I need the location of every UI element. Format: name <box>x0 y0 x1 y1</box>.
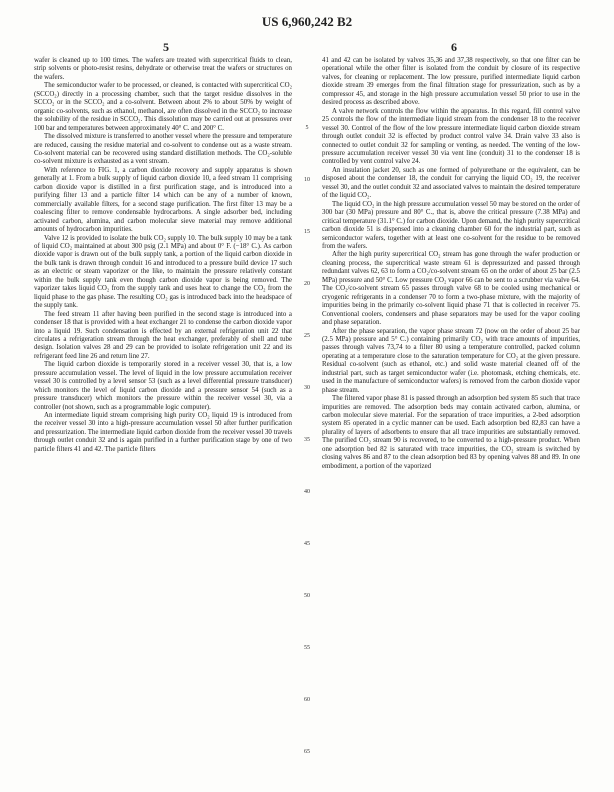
line-number: 20 <box>304 281 310 287</box>
paragraph: The dissolved mixture is transferred to another vessel where the pressure and temperature are reduced, causing the residue material and co-solvent to condense out as a waste stream. Co-solvent material can be recovered using standard distillation methods. The CO₂-soluble co-solvent mixture is exhausted as a vent stream. <box>34 133 292 166</box>
line-number: 10 <box>304 177 310 183</box>
line-number: 50 <box>304 593 310 599</box>
paragraph: The liquid CO₂ in the high pressure accumulation vessel 50 may be stored on the order of 300 bar (30 MPa) pressure and 80° C., that is, above the critical pressure (7.38 MPa) and critical temperature (31.1° C.) for carbon dioxide. Upon demand, the high purity supercritical carbon dioxide 51 is dispensed into a cleaning chamber 60 for the industrial part, such as semiconductor wafers, together with at least one co-solvent for the residue to be removed from the wafers. <box>322 200 580 250</box>
paragraph: With reference to FIG. 1, a carbon dioxide recovery and supply apparatus is shown generally at 1. From a bulk supply of liquid carbon dioxide 10, a feed stream 11 comprising carbon dioxide vapor is distilled in a first purification stage, and is introduced into a purifying filter 13 and a particle filter 14 which can be any of a number of known, commercially available filters, for a second stage purification. The first filter 13 may be a coalescing filter to remove condensable hydrocarbons. A single adsorber bed, including activated carbon, alumina, and carbon molecular sieve material may remove additional amounts of hydrocarbon impurities. <box>34 166 292 234</box>
paragraph: After the phase separation, the vapor phase stream 72 (now on the order of about 25 bar (2.5 MPa) pressure and 5° C.) containing primarily CO₂ with trace amounts of impurities, passes through valves 73,74 to a filter 80 using a temperature controlled, packed column operating at a temperature close to the saturation temperature for CO₂ at the given pressure. Residual co-solvent (such as ethanol, etc.) and solid waste material cleaned off of the industrial part, such as target semiconductor wafer (i.e. photomask, etching chemicals, etc. used in the manufacture of semiconductor wafers) is removed from the carbon dioxide vapor phase stream. <box>322 327 580 394</box>
line-number: 25 <box>304 333 310 339</box>
line-number: 55 <box>304 645 310 651</box>
line-number: 60 <box>304 697 310 703</box>
paragraph: wafer is cleaned up to 100 times. The wafers are treated with supercritical fluids to clean, strip solvents or photo-resist resins, dehydrate or otherwise treat the wafers or structures on the wafers. <box>34 57 292 81</box>
right-column-number: 6 <box>451 40 457 54</box>
paragraph: A valve network controls the flow within the apparatus. In this regard, fill control valve 25 controls the flow of the intermediate liquid stream from the condenser 18 to the receiver vessel 30. Control of the flow of the low pressure intermediate liquid carbon dioxide stream through outlet conduit 32 is effected by product control valve 34. Drain valve 33 also is connected to outlet conduit 32 for sampling or venting, as needed. The venting of the low-pressure accumulation receiver vessel 30 via vent line (conduit) 31 to the condenser 18 is controlled by vent control valve 24. <box>322 107 580 166</box>
line-number: 15 <box>304 229 310 235</box>
paragraph: An intermediate liquid stream comprising high purity CO₂ liquid 19 is introduced from the receiver vessel 30 into a high-pressure accumulation vessel 50 after further purification and pressurization. The intermediate liquid carbon dioxide from the receiver vessel 30 travels through outlet conduit 32 and is again purified in a further purification stage by one of two particle filters 41 and 42. The particle filters <box>34 412 292 453</box>
line-number: 45 <box>304 541 310 547</box>
line-number: 65 <box>304 749 310 755</box>
paragraph: The filtered vapor phase 81 is passed through an adsorption bed system 85 such that trace impurities are removed. The adsorption beds may contain activated carbon, alumina, or carbon molecular sieve material. For the separation of trace impurities, a 2-bed adsorption system 85 operated in a cyclic manner can be used. Each adsorption bed 82,83 can have a plurality of layers of adsorbents to ensure that all trace impurities are substantially removed. The purified CO₂ stream 90 is recovered, to be converted to a high-pressure product. When one adsorption bed 82 is saturated with trace impurities, the CO₂ stream is switched by closing valves 86 and 87 to the clean adsorption bed 83 by opening valves 88 and 89. In one embodiment, a portion of the vaporized <box>322 395 580 470</box>
paragraph: Valve 12 is provided to isolate the bulk CO₂ supply 10. The bulk supply 10 may be a tank of liquid CO₂ maintained at about 300 psig (2.1 MPa) and about 0° F. (−18° C.). As carbon dioxide vapor is drawn out of the bulk supply tank, a portion of the liquid carbon dioxide in the bulk tank is drawn through conduit 16 and introduced to a pressure build device 17 such as an electric or steam vaporizer or the like, to maintain the pressure relatively constant within the bulk supply tank even though carbon dioxide vapor is being removed. The vaporizer takes liquid CO₂ from the supply tank and uses heat to change the CO₂ from the liquid phase to the gas phase. The resulting CO₂ gas is introduced back into the headspace of the supply tank. <box>34 234 292 310</box>
line-number: 5 <box>305 125 309 131</box>
paragraph: The liquid carbon dioxide is temporarily stored in a receiver vessel 30, that is, a low pressure accumulation vessel. The level of liquid in the low pressure accumulation receiver vessel 30 is controlled by a level sensor 53 (such as a level differential pressure transducer) which monitors the level of liquid carbon dioxide and a pressure sensor 54 (such as a pressure transducer) which monitors the pressure within the receiver vessel 30, via a controller (not shown, such as a programmable logic computer). <box>34 361 292 411</box>
paragraph: The feed stream 11 after having been purified in the second stage is introduced into a condenser 18 that is provided with a heat exchanger 21 to condense the carbon dioxide vapor into a liquid 19. Such condensation is effected by an external refrigeration unit 22 that circulates a refrigeration stream through the heat exchanger, preferably of shell and tube design. Isolation valves 28 and 29 can be provided to isolate refrigeration unit 22 and its refrigerant feed line 26 and return line 27. <box>34 310 292 360</box>
patent-number: US 6,960,242 B2 <box>261 14 353 29</box>
paragraph: After the high purity supercritical CO₂ stream has gone through the wafer production or cleaning process, the supercritical waste stream 61 is depressurized and passed through redundant valves 62, 63 to form a CO₂/co-solvent stream 65 on the order of about 25 bar (2.5 MPa) pressure and 50° C. Low pressure CO₂ vapor 66 can be sent to a scrubber via valve 64. The CO₂/co-solvent stream 65 passes through valve 68 to be cooled using mechanical or cryogenic refrigerants in a condenser 70 to form a two-phase mixture, with the majority of impurities being in the primarily co-solvent liquid phase 71 that is collected in receiver 75. Conventional coolers, condensers and phase separators may be used for the vapor cooling and phase separation. <box>322 251 580 327</box>
left-text-column <box>34 57 292 454</box>
line-number: 35 <box>304 437 310 443</box>
paragraph: The semiconductor wafer to be processed, or cleaned, is contacted with supercritical CO₂ (SCCO₂) directly in a processing chamber, such that the target residue dissolves in the SCCO₂ or in the SCCO₂ and a co-solvent. Between about 2% to about 50% by weight of organic co-solvents, such as ethanol, methanol, are often dissolved in the SCCO₂ to increase the solubility of the residue in SCCO₂. This dissolution may be carried out at pressures over 100 bar and temperatures between approximately 40° C. and 200° C. <box>34 82 292 132</box>
paragraph: An insulation jacket 20, such as one formed of polyurethane or the equivalent, can be disposed about the condenser 18, the conduit for carrying the liquid CO₂ 19, the receiver vessel 30, and the outlet conduit 32 and associated valves to maintain the desired temperature of the liquid CO₂. <box>322 166 580 200</box>
right-text-column <box>322 57 580 471</box>
paragraph: 41 and 42 can be isolated by valves 35,36 and 37,38 respectively, so that one filter can be operational while the other filter is isolated from the conduit by closure of its respective valves, for cleaning or replacement. The low pressure, purified intermediate liquid carbon dioxide stream 39 emerges from the final filtration stage for pressurization, such as by a compressor 45, and storage in the high pressure accumulation vessel 50 prior to use in the desired process as described above. <box>322 57 580 107</box>
line-number: 30 <box>304 385 310 391</box>
line-number: 40 <box>304 489 310 495</box>
left-column-number: 5 <box>163 40 169 54</box>
